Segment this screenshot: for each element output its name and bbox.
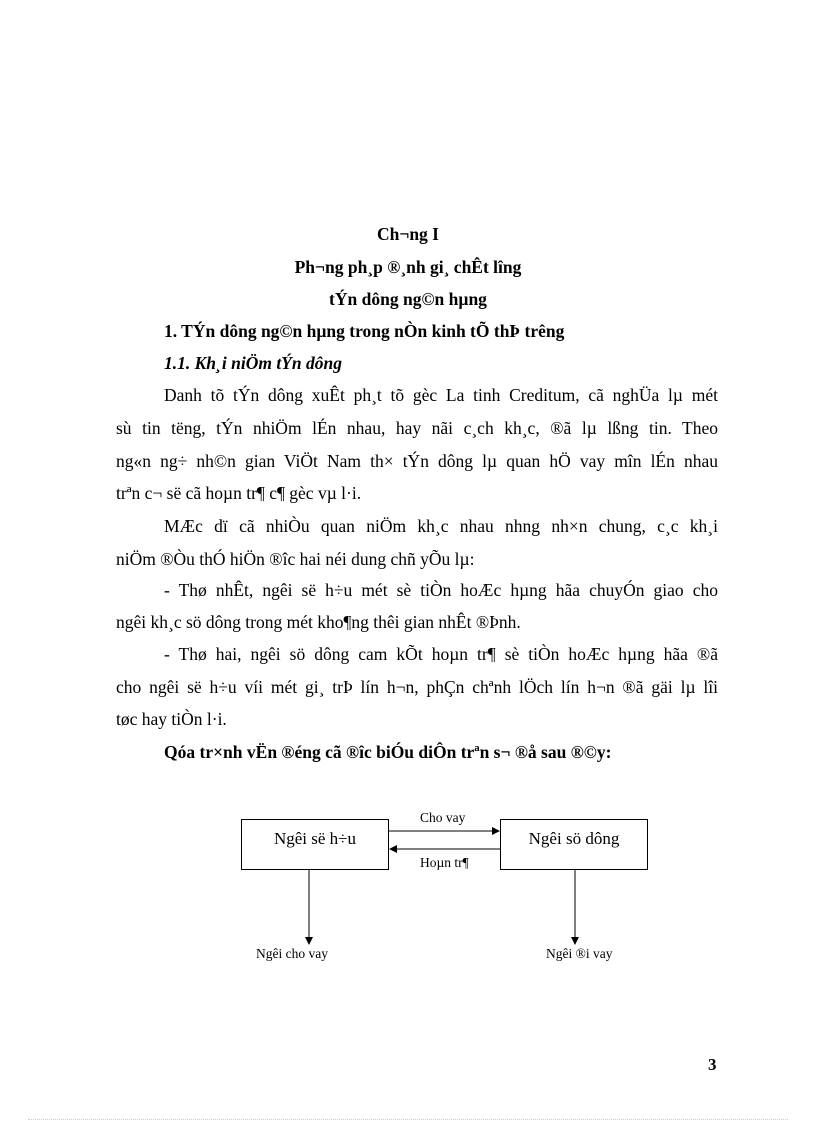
paragraph-line: Danh tõ tÝn dông xuÊt ph¸t tõ gèc La tinh Creditum, cã nghÜa lµ mét: [164, 385, 718, 405]
chapter-title-line2: tÝn dông ng©n hµng: [329, 289, 487, 309]
borrower-caption: Ngêi ®i vay: [546, 946, 613, 961]
paragraph-line: trªn c¬ së cã hoµn tr¶ c¶ gèc vµ l·i.: [116, 483, 362, 503]
repay-label: Hoµn tr¶: [420, 855, 469, 870]
paragraph-line: - Thø hai, ngêi sö dông cam kÕt hoµn tr¶ sè tiÒn hoÆc hµng hãa ®ã: [164, 644, 718, 664]
paragraph-line: tøc hay tiÒn l·i.: [116, 709, 227, 729]
footer-divider: [28, 1119, 788, 1120]
paragraph-line: ngêi kh¸c sö dông trong mét kho¶ng thêi gian nhÊt ®Þnh.: [116, 612, 521, 632]
paragraph-line: niÖm ®Òu thÓ hiÖn ®îc hai néi dung chñ yÕu lµ:: [116, 549, 475, 569]
paragraph-line: cho ngêi së h÷u víi mét gi¸ trÞ lín h¬n, phÇn chªnh lÖch lín h¬n ®ã gäi lµ lîi: [116, 677, 718, 697]
paragraph-line: MÆc dï cã nhiÒu quan niÖm kh¸c nhau nhng nh×n chung, c¸c kh¸i: [164, 516, 718, 536]
owner-box-label: Ngêi së h÷u: [273, 829, 357, 848]
paragraph-line: sù tin tëng, tÝn nhiÖm lÉn nhau, hay nãi c¸ch kh¸c, ®ã lµ lßng tin. Theo: [116, 418, 718, 438]
diagram-intro: Qóa tr×nh vËn ®éng cã ®îc biÓu diÔn trªn s¬ ®å sau ®©y:: [164, 742, 612, 762]
paragraph-line: - Thø nhÊt, ngêi së h÷u mét sè tiÒn hoÆc hµng hãa chuyÓn giao cho: [164, 580, 718, 600]
chapter-title-line1: Ph¬ng ph¸p ®¸nh gi¸ chÊt lîng: [294, 257, 522, 277]
section-heading: 1. TÝn dông ng©n hµng trong nÒn kinh tÕ thÞ trêng: [164, 321, 565, 341]
page-number: 3: [708, 1055, 717, 1074]
user-box-label: Ngêi sö dông: [528, 829, 620, 848]
lend-label: Cho vay: [420, 810, 466, 825]
subsection-heading: 1.1. Kh¸i niÖm tÝn dông: [164, 353, 342, 373]
chapter-heading: Ch¬ng I: [376, 224, 439, 244]
paragraph-line: ng«n ng÷ nh©n gian ViÖt Nam th× tÝn dông lµ quan hÖ vay mîn lÉn nhau: [116, 451, 718, 471]
lender-caption: Ngêi cho vay: [256, 946, 328, 961]
